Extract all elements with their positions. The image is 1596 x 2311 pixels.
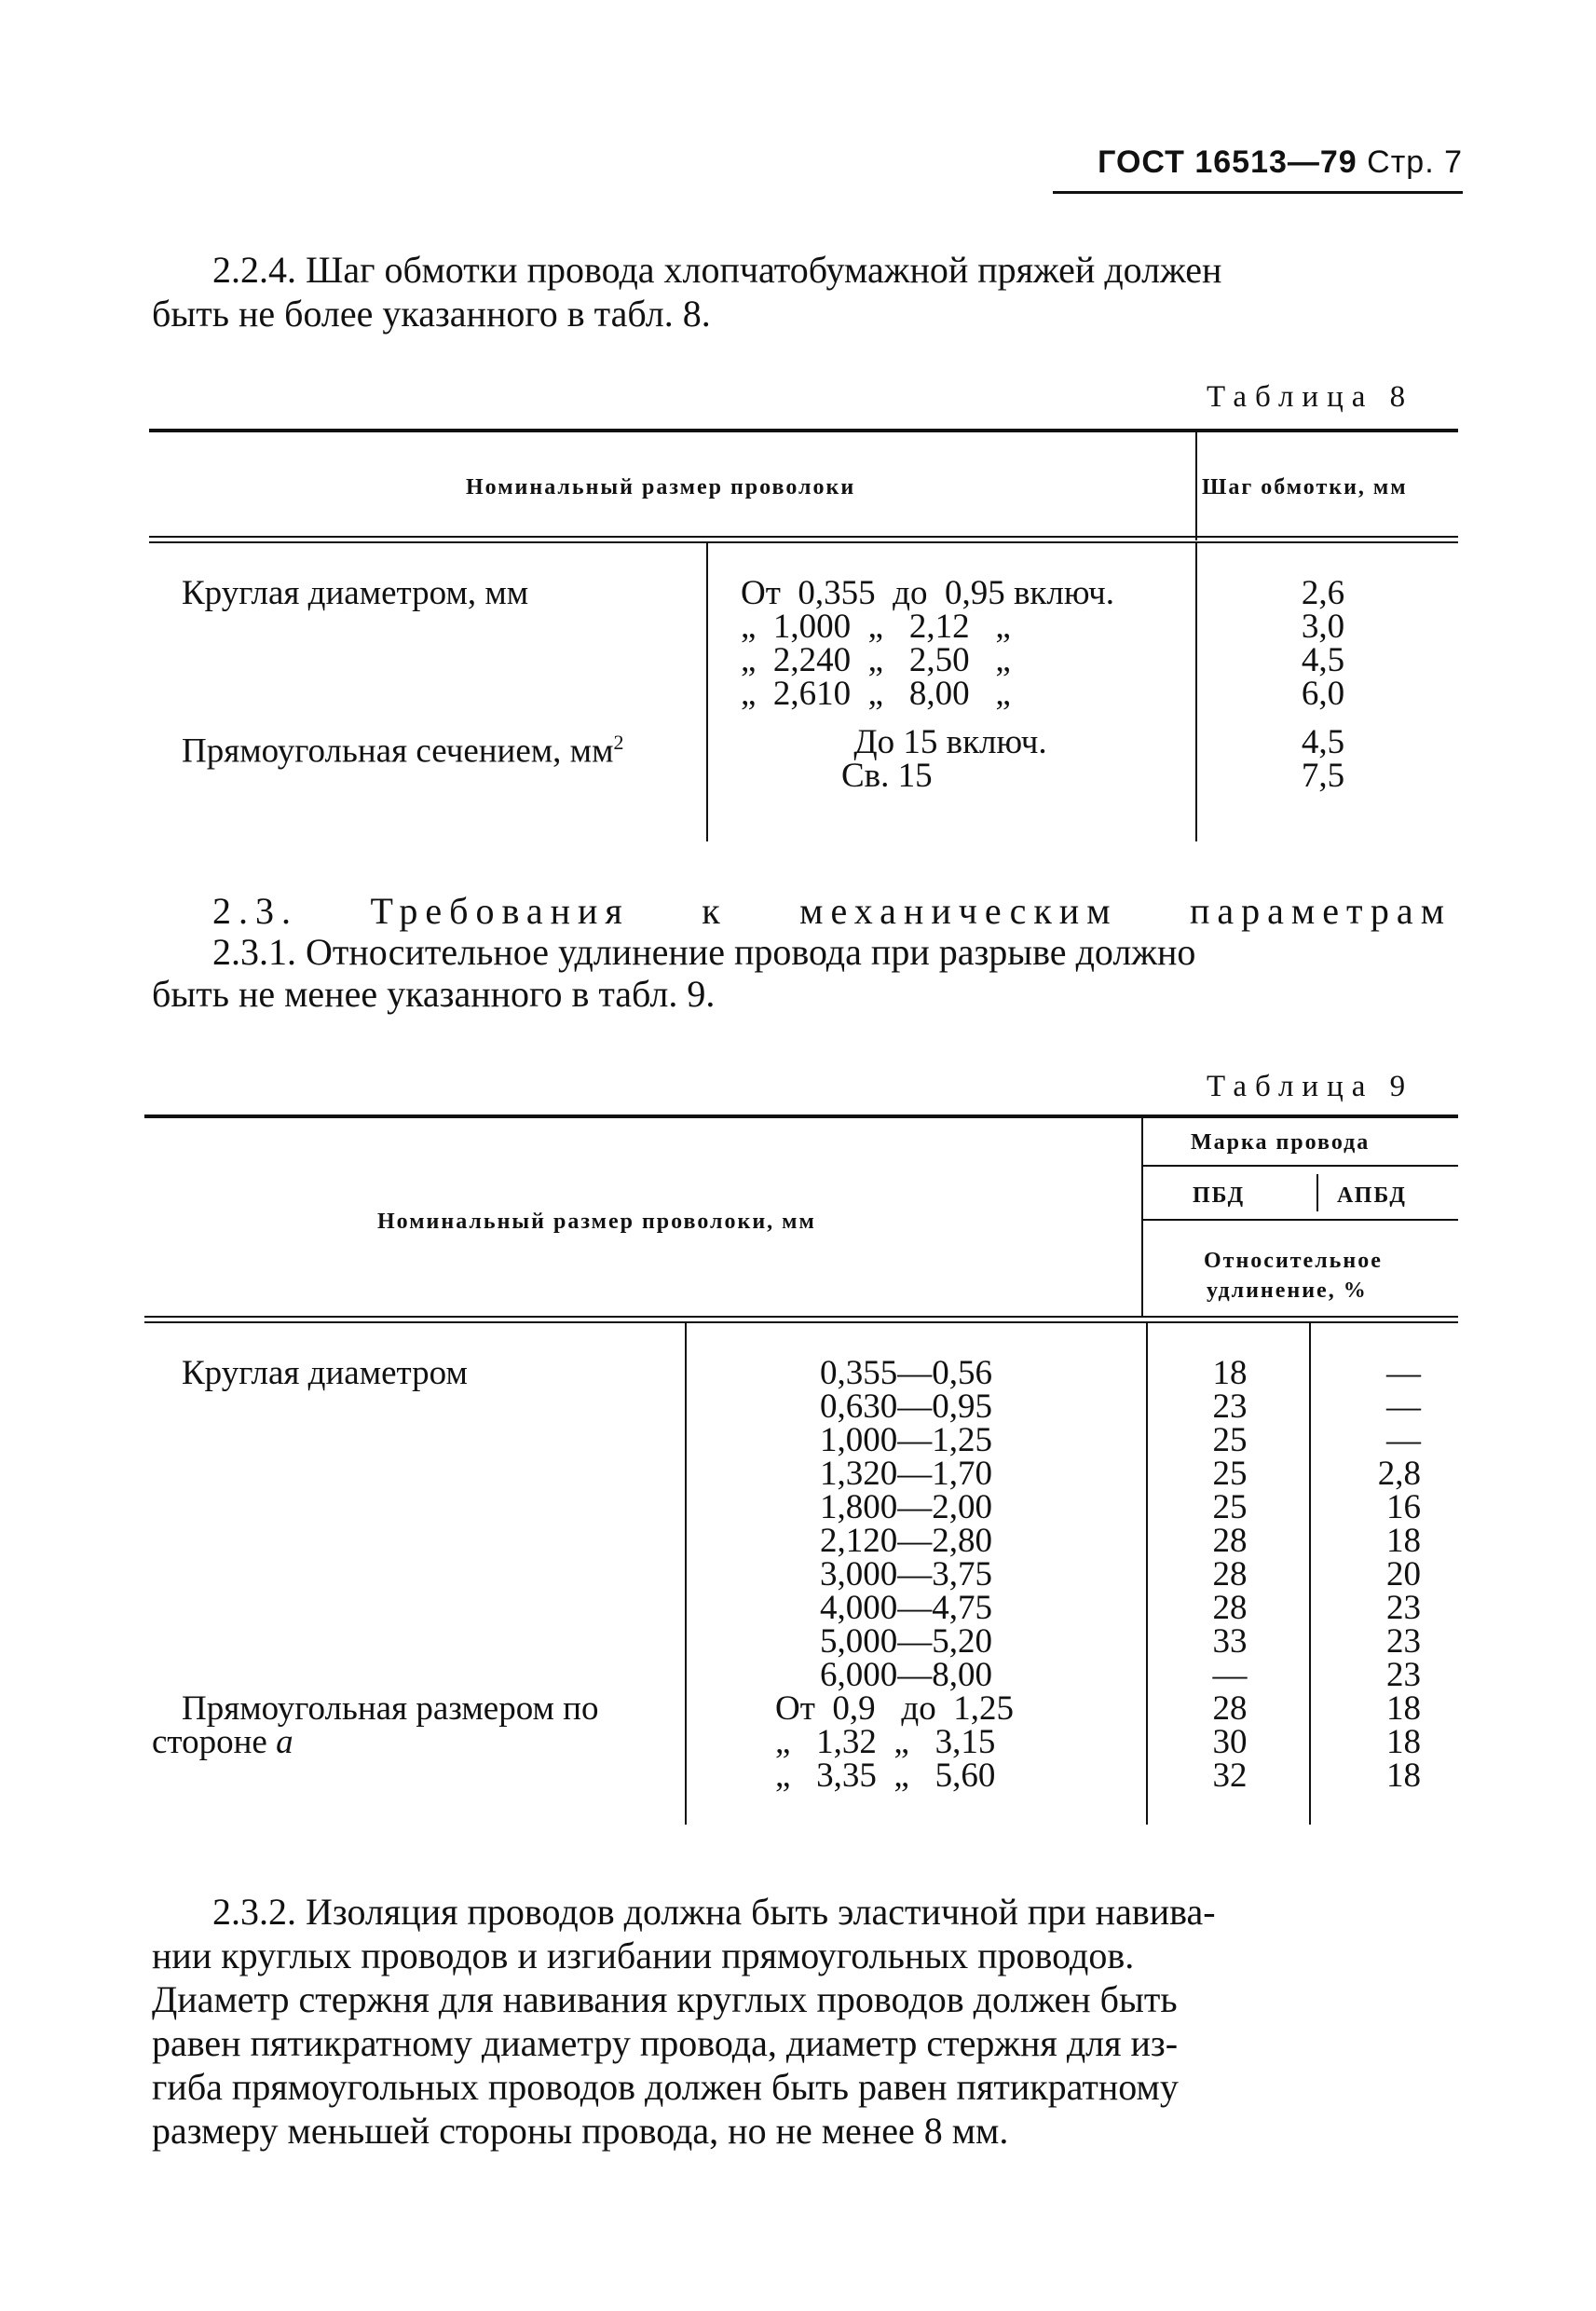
- table9-round-size-9: 5,000—5,20: [820, 1622, 992, 1661]
- header-rule: [1053, 191, 1463, 194]
- para-224-line2: быть не более указанного в табл. 8.: [152, 293, 711, 335]
- table8-round-range-2: „ 1,000 „ 2,12 „: [741, 608, 1011, 646]
- table9-round-size-2: 0,630—0,95: [820, 1388, 992, 1426]
- table9-rect-size-1: От 0,9 до 1,25: [775, 1689, 1014, 1728]
- para-232-line2: нии круглых проводов и изгибании прямоугольных проводов.: [152, 1935, 1135, 1976]
- table9-rect-label-2-text: стороне: [152, 1723, 267, 1761]
- table8-step-6: 7,5: [1301, 757, 1345, 795]
- table8-rect-label-text: Прямоугольная сечением, мм: [182, 732, 614, 771]
- para-232-line5: гиба прямоугольных проводов должен быть равен пятикратному: [152, 2066, 1179, 2108]
- table9-round-pbd-6: 28: [1212, 1522, 1248, 1560]
- table8-round-range-1: От 0,355 до 0,95 включ.: [741, 574, 1114, 612]
- table9-round-apbd-4: 2,8: [1377, 1455, 1421, 1493]
- table8-caption: Таблица 8: [1207, 380, 1414, 414]
- table9-round-apbd-8: 23: [1386, 1589, 1421, 1627]
- table9-rect-apbd-2: 18: [1386, 1723, 1421, 1761]
- table8-step-2: 3,0: [1301, 608, 1345, 646]
- table9-round-apbd-7: 20: [1386, 1555, 1421, 1593]
- table9-brand-header: Марка провода: [1191, 1130, 1371, 1155]
- table9-rect-pbd-1: 28: [1212, 1689, 1248, 1728]
- section-23-title: 2.3. Требования к механическим параметрам: [212, 890, 1452, 932]
- table9-round-apbd-10: 23: [1386, 1656, 1421, 1694]
- table9-round-pbd-5: 25: [1212, 1488, 1248, 1526]
- table9-round-apbd-6: 18: [1386, 1522, 1421, 1560]
- table9-round-pbd-4: 25: [1212, 1455, 1248, 1493]
- para-224-line1: 2.2.4. Шаг обмотки провода хлопчатобумажной пряжей должен: [212, 249, 1222, 291]
- table9-brand-2: АПБД: [1337, 1183, 1407, 1208]
- page-number: Стр. 7: [1367, 144, 1463, 180]
- table8-rect-label-sup: 2: [613, 731, 624, 754]
- para-231-line1: 2.3.1. Относительное удлинение провода при разрыве должно: [212, 931, 1196, 973]
- table9-brand-divider: [1316, 1174, 1318, 1211]
- table9-top-rule: [144, 1114, 1458, 1118]
- table9-round-apbd-2: —: [1386, 1388, 1421, 1426]
- para-232-line3: Диаметр стержня для навивания круглых проводов должен быть: [152, 1978, 1178, 2020]
- table9-caption: Таблица 9: [1207, 1070, 1414, 1103]
- table8-round-range-3: „ 2,240 „ 2,50 „: [741, 641, 1011, 679]
- para-232-line4: равен пятикратному диаметру провода, диаметр стержня для из-: [152, 2022, 1179, 2064]
- table9-brand-rule: [1143, 1165, 1458, 1167]
- table9-rect-label-var: а: [276, 1723, 293, 1761]
- table9-rect-size-2: „ 1,32 „ 3,15: [775, 1723, 996, 1761]
- table9-round-pbd-3: 25: [1212, 1421, 1248, 1459]
- table9-body-divider-2: [1146, 1323, 1148, 1825]
- table9-brand-1: ПБД: [1193, 1183, 1246, 1208]
- para-231-line2: быть не менее указанного в табл. 9.: [152, 973, 716, 1015]
- table9-round-size-4: 1,320—1,70: [820, 1455, 992, 1493]
- table9-rect-apbd-3: 18: [1386, 1757, 1421, 1795]
- para-232-line6: размеру меньшей стороны провода, но не менее 8 мм.: [152, 2110, 1009, 2152]
- table8-step-4: 6,0: [1301, 675, 1345, 713]
- table9-round-label: Круглая диаметром: [182, 1354, 468, 1392]
- table9-rect-size-3: „ 3,35 „ 5,60: [775, 1757, 996, 1795]
- table9-header-rule-2: [144, 1321, 1458, 1323]
- table9-rect-pbd-3: 32: [1212, 1757, 1248, 1795]
- table9-round-apbd-3: —: [1386, 1421, 1421, 1459]
- table9-round-apbd-9: 23: [1386, 1622, 1421, 1661]
- table8-header-rule-1: [149, 536, 1458, 538]
- table9-round-size-10: 6,000—8,00: [820, 1656, 992, 1694]
- table9-elong-header-2: удлинение, %: [1207, 1279, 1368, 1303]
- table8-rect-label: [182, 725, 624, 771]
- table9-rect-pbd-2: 30: [1212, 1723, 1248, 1761]
- table9-round-pbd-8: 28: [1212, 1589, 1248, 1627]
- table9-round-pbd-2: 23: [1212, 1388, 1248, 1426]
- table9-round-size-7: 3,000—3,75: [820, 1555, 992, 1593]
- para-232-line1: 2.3.2. Изоляция проводов должна быть эластичной при навива-: [212, 1891, 1216, 1933]
- table9-round-pbd-1: 18: [1212, 1354, 1248, 1392]
- table8-top-rule: [149, 429, 1458, 432]
- table8-rect-range-2: Св. 15: [841, 757, 933, 795]
- table8-col1-header: Номинальный размер проволоки: [466, 475, 856, 499]
- table9-elong-rule: [1143, 1219, 1458, 1221]
- table8-header-divider: [1195, 431, 1197, 540]
- table8-step-1: 2,6: [1301, 574, 1345, 612]
- table9-round-pbd-7: 28: [1212, 1555, 1248, 1593]
- table9-rect-apbd-1: 18: [1386, 1689, 1421, 1728]
- table9-round-size-5: 1,800—2,00: [820, 1488, 992, 1526]
- table8-body-divider-1: [706, 543, 708, 841]
- table8-header-rule-2: [149, 541, 1458, 543]
- page-header: [1053, 144, 1463, 181]
- table9-rect-label-1: Прямоугольная размером по: [182, 1689, 599, 1728]
- table9-round-apbd-5: 16: [1386, 1488, 1421, 1526]
- table9-header-rule-1: [144, 1316, 1458, 1318]
- standard-number: ГОСТ 16513—79: [1098, 144, 1357, 180]
- table9-round-size-8: 4,000—4,75: [820, 1589, 992, 1627]
- table9-round-size-6: 2,120—2,80: [820, 1522, 992, 1560]
- table8-rect-range-1: До 15 включ.: [853, 723, 1047, 761]
- table8-step-3: 4,5: [1301, 641, 1345, 679]
- table9-body-divider-3: [1309, 1323, 1311, 1825]
- table9-body-divider-1: [685, 1323, 687, 1825]
- table8-step-5: 4,5: [1301, 723, 1345, 761]
- table9-round-pbd-10: —: [1212, 1656, 1248, 1694]
- table9-round-pbd-9: 33: [1212, 1622, 1248, 1661]
- table9-rect-label-2: [152, 1725, 293, 1759]
- table9-round-apbd-1: —: [1386, 1354, 1421, 1392]
- table9-round-size-3: 1,000—1,25: [820, 1421, 992, 1459]
- table9-col1-header: Номинальный размер проволоки, мм: [377, 1210, 816, 1234]
- table8-round-label: Круглая диаметром, мм: [182, 574, 529, 612]
- table9-round-size-1: 0,355—0,56: [820, 1354, 992, 1392]
- table8-col2-header: Шаг обмотки, мм: [1202, 475, 1408, 499]
- table8-body-divider-2: [1195, 543, 1197, 841]
- table9-elong-header-1: Относительное: [1204, 1249, 1383, 1273]
- table9-header-divider: [1141, 1116, 1143, 1317]
- table8-round-range-4: „ 2,610 „ 8,00 „: [741, 675, 1011, 713]
